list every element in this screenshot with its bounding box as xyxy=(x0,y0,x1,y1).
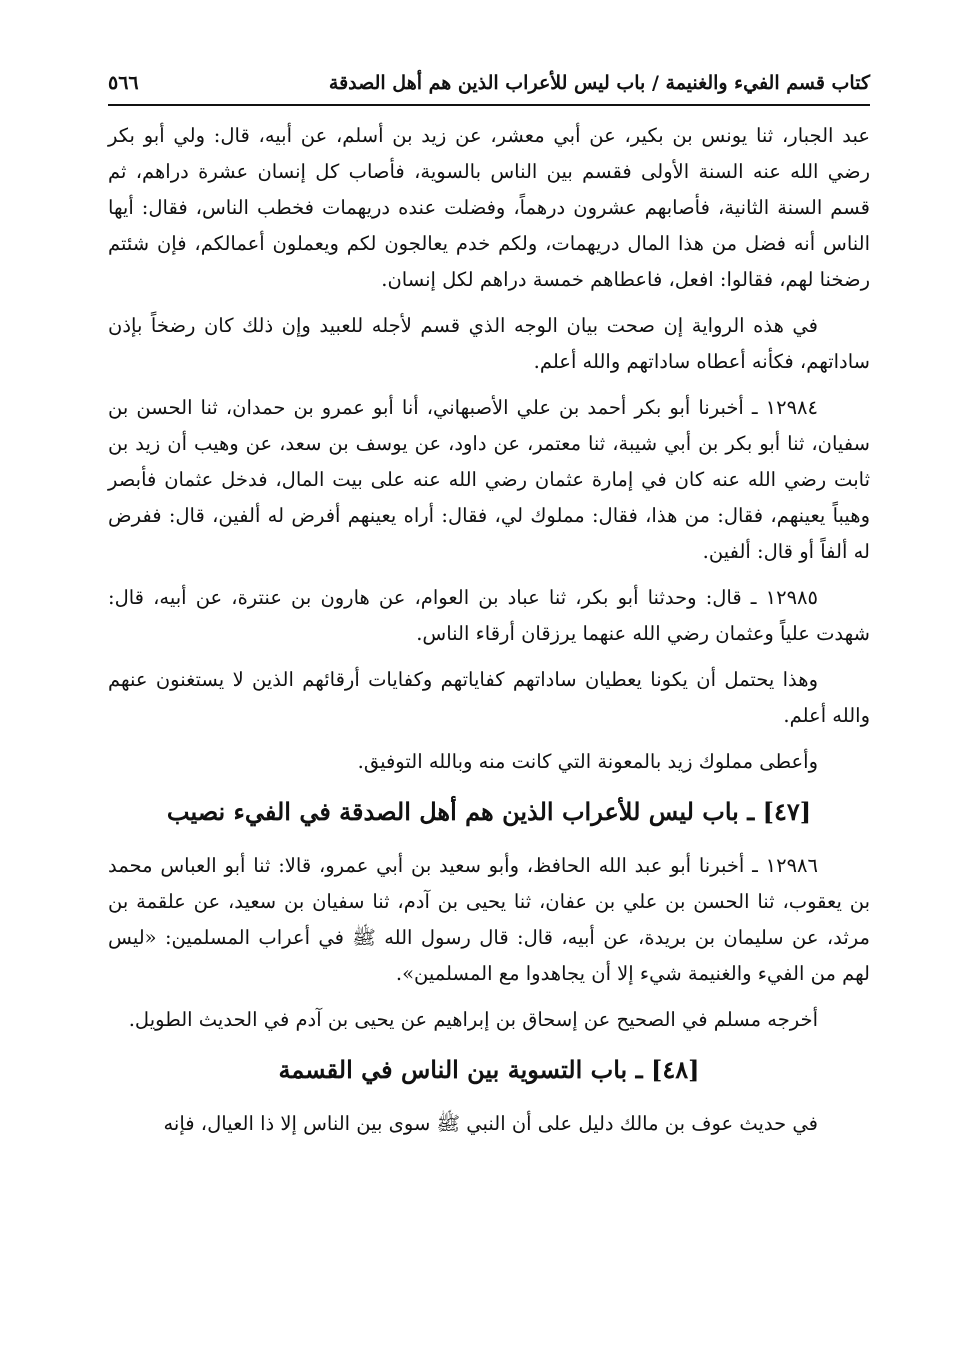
hadith-12985: ١٢٩٨٥ ـ قال: وحدثنا أبو بكر، ثنا عباد بن العوام، عن هارون بن عنترة، عن أبيه، قال: شهدت علياً وعثمان رضي الله عنهما يرزقان أرقاء الناس. xyxy=(108,586,870,645)
hadith-12984: ١٢٩٨٤ ـ أخبرنا أبو بكر أحمد بن علي الأصبهاني، أنا أبو عمرو بن حمدان، ثنا الحسن بن سفيان، ثنا أبو بكر بن أبي شيبة، ثنا معتمر، عن داود، عن يوسف بن سعد، عن وهيب أن زيد بن ثابت رضي الله عنه كان في إمارة عثمان رضي الله عنه على بيت المال، فدخل عثمان فأبصر وهيباً يعينهم، فقال: من هذا، فقال: مملوك لي، فقال: أراه يعينهم أفرض له ألفين، قال: ففرض له ألفاً أو قال: ألفين. xyxy=(108,396,870,563)
paragraph-1: عبد الجبار، ثنا يونس بن بكير، عن أبي معشر، عن زيد بن أسلم، عن أبيه، قال: ولي أبو بكر رضي الله عنه السنة الأولى فقسم بين الناس بالسوية، فأصاب كل إنسان عشرة دراهم، ثم قسم السنة الثانية، فأصابهم عشرون درهماً، وفضلت عنده دريهمات فخطب الناس، فقال: أيها الناس أنه فضل من هذا المال دريهمات، ولكم خدم يعالجون لكم ويعملون أعمالكم، فإن شئتم رضخنا لهم، فقالوا: افعل، فاعطاهم خمسة دراهم لكل إنسان. xyxy=(108,124,870,291)
header-title: كتاب قسم الفيء والغنيمة / باب ليس للأعراب الذين هم أهل الصدقة xyxy=(328,72,870,94)
chapter-heading-47: [٤٧] ـ باب ليس للأعراب الذين هم أهل الصدقة في الفيء نصيب xyxy=(166,797,812,826)
paragraph-9: في حديث عوف بن مالك دليل على أن النبي ﷺ سوى بين الناس إلا ذا العيال، فإنه xyxy=(163,1112,818,1135)
paragraph-8: أخرجه مسلم في الصحيح عن إسحاق بن إبراهيم عن يحيى بن آدم في الحديث الطويل. xyxy=(128,1008,818,1031)
running-header xyxy=(108,64,870,106)
hadith-12986: ١٢٩٨٦ ـ أخبرنا أبو عبد الله الحافظ، وأبو سعيد بن أبي عمرو، قالا: ثنا أبو العباس محمد بن يعقوب، ثنا الحسن بن علي بن عفان، ثنا يحيى بن آدم، ثنا سفيان بن سعيد، عن علقمة بن مرثد، عن سليمان بن بريدة، عن أبيه، قال: قال رسول الله ﷺ في أعراب المسلمين: «ليس لهم من الفيء والغنيمة شيء إلا أن يجاهدوا مع المسلمين». xyxy=(108,854,870,985)
chapter-heading-48: [٤٨] ـ باب التسوية بين الناس في القسمة xyxy=(278,1055,700,1084)
paragraph-6: وأعطى مملوك زيد بالمعونة التي كانت منه وبالله التوفيق. xyxy=(357,750,818,773)
page-number: ٥٦٦ xyxy=(108,72,139,94)
page-body xyxy=(108,118,870,1152)
paragraph-2: في هذه الرواية إن صحت بيان الوجه الذي قسم لأجله للعبيد وإن ذلك كان رضخاً بإذن ساداتهم، فكأنه أعطاه ساداتهم والله أعلم. xyxy=(108,314,870,373)
paragraph-5: وهذا يحتمل أن يكونا يعطيان ساداتهم كفاياتهم وكفايات أرقائهم الذين لا يستغنون عنهم والله أعلم. xyxy=(108,668,870,727)
